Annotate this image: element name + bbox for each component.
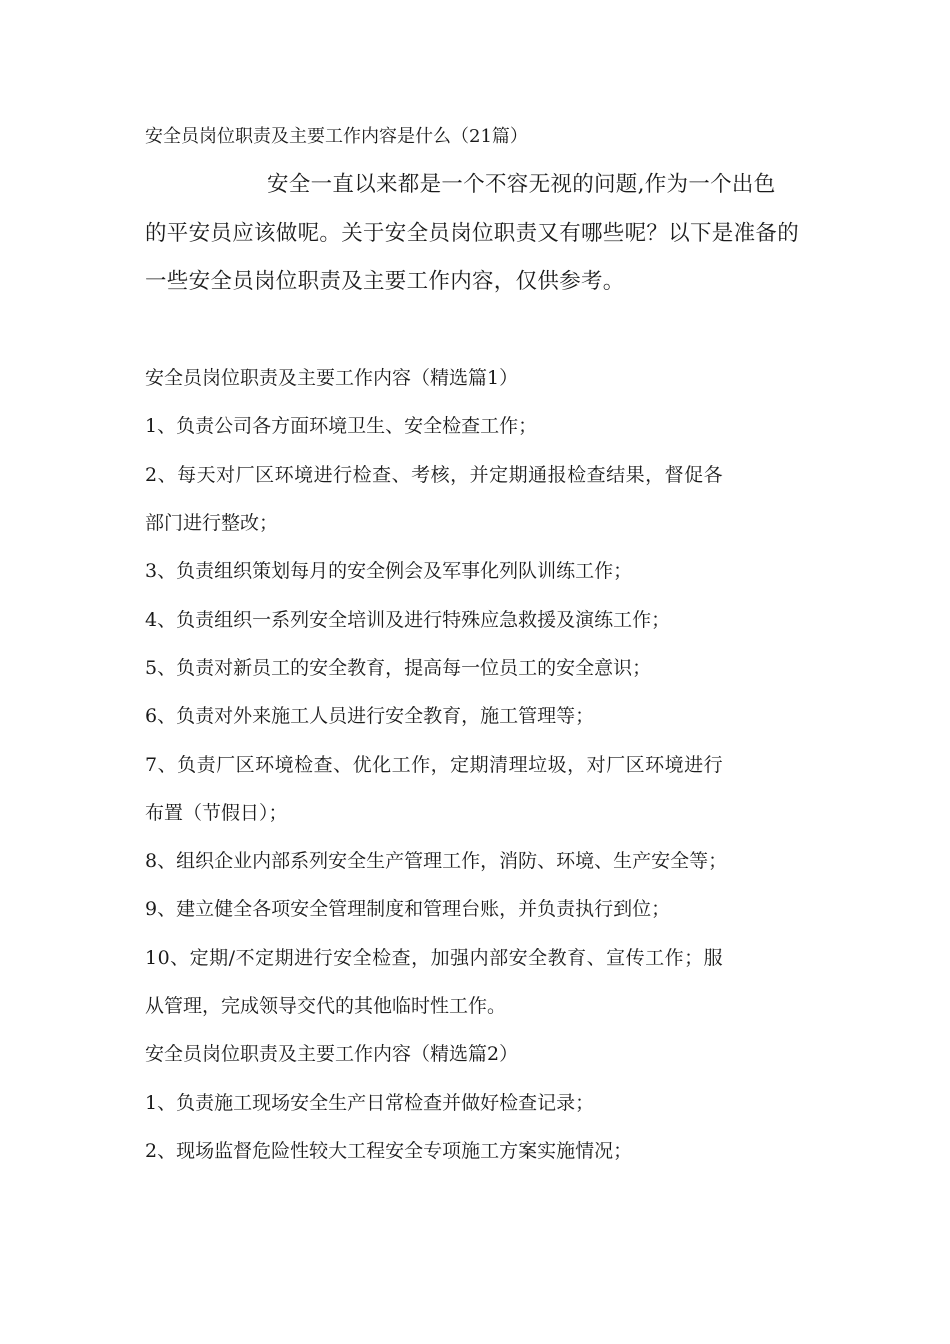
list-item: 3、负责组织策划每月的安全例会及军事化列队训练工作； [145,560,633,583]
intro-paragraph-line: 的平安员应该做呢。关于安全员岗位职责又有哪些呢？以下是准备的 [145,220,800,246]
intro-paragraph-line: 一些安全员岗位职责及主要工作内容，仅供参考。 [145,268,625,294]
list-item-continuation: 布置（节假日）； [145,801,288,824]
document-body [145,113,810,1175]
list-item: 2、每天对厂区环境进行检查、考核，并定期通报检查结果，督促各 [145,463,724,486]
document-title: 安全员岗位职责及主要工作内容是什么（21篇） [145,126,528,147]
list-item: 6、负责对外来施工人员进行安全教育，施工管理等； [145,705,595,728]
list-item-continuation: 部门进行整改； [145,512,279,535]
list-item: 5、负责对新员工的安全教育，提高每一位员工的安全意识； [145,656,652,679]
list-item-continuation: 从管理，完成领导交代的其他临时性工作。 [145,995,507,1018]
list-item: 10、定期/不定期进行安全检查，加强内部安全教育、宣传工作；服 [145,946,724,969]
list-item: 1、负责公司各方面环境卫生、安全检查工作； [145,415,538,438]
list-item: 1、负责施工现场安全生产日常检查并做好检查记录； [145,1091,595,1114]
section-heading: 安全员岗位职责及主要工作内容（精选篇2） [145,1043,519,1066]
paragraph-spacer [145,306,810,354]
list-item: 2、现场监督危险性较大工程安全专项施工方案实施情况； [145,1139,633,1162]
section-heading: 安全员岗位职责及主要工作内容（精选篇1） [145,367,519,390]
list-item: 9、建立健全各项安全管理制度和管理台账，并负责执行到位； [145,898,671,921]
intro-paragraph-line: 安全一直以来都是一个不容无视的问题,作为一个出色 [267,172,776,198]
list-item: 7、负责厂区环境检查、优化工作，定期清理垃圾，对厂区环境进行 [145,753,724,776]
list-item: 8、组织企业内部系列安全生产管理工作，消防、环境、生产安全等； [145,850,728,873]
list-item: 4、负责组织一系列安全培训及进行特殊应急救援及演练工作； [145,608,671,631]
